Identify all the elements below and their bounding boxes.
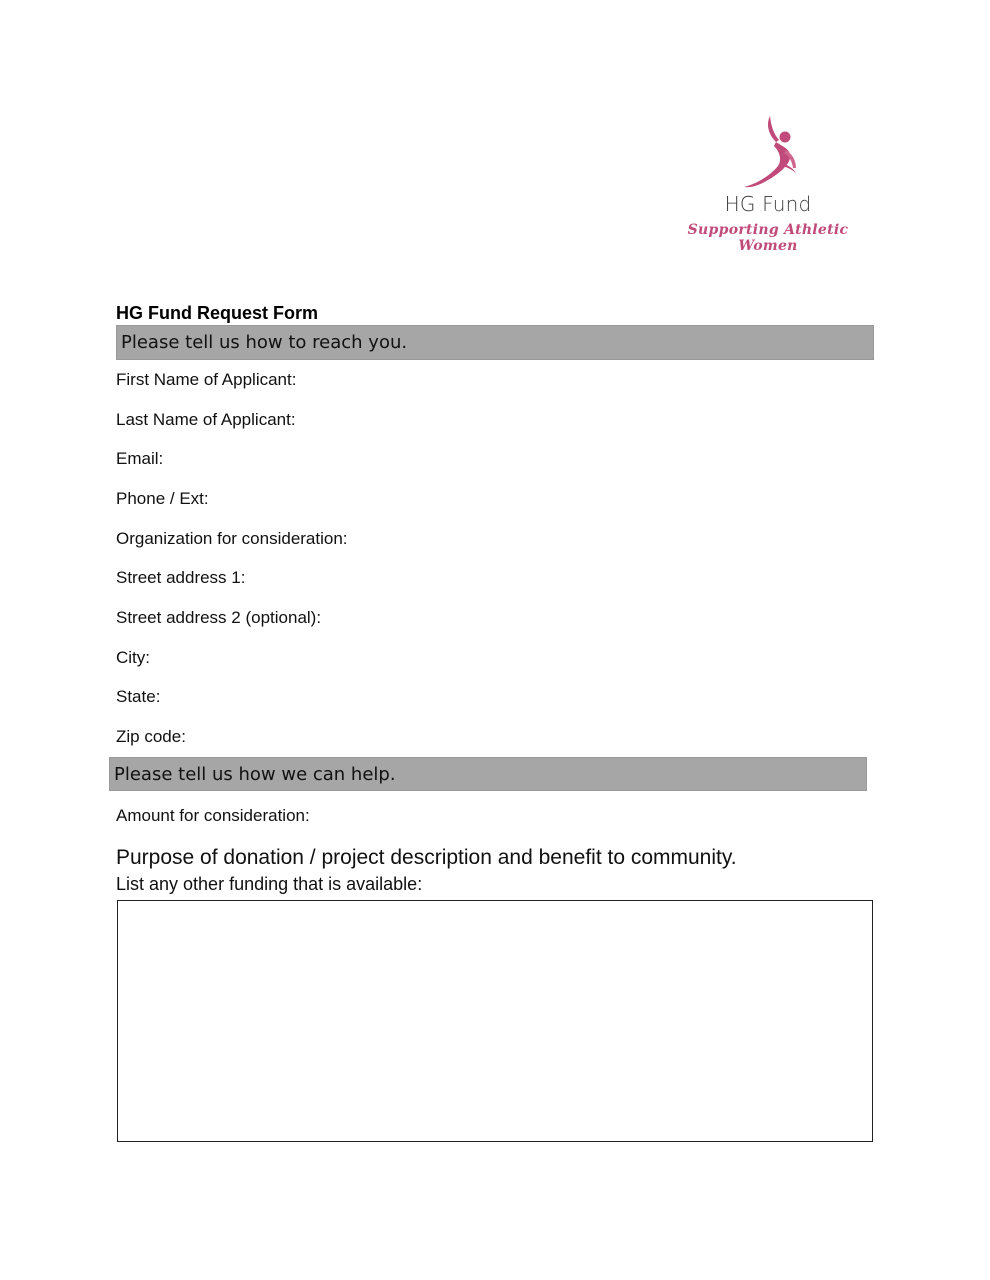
help-section-header: Please tell us how we can help.: [109, 757, 867, 791]
zip-code-label: Zip code:: [116, 727, 186, 746]
purpose-label: Purpose of donation / project description and benefit to community.: [116, 846, 737, 869]
city-label: City:: [116, 648, 150, 667]
street-address-2-label: Street address 2 (optional):: [116, 608, 322, 627]
description-text-box[interactable]: [117, 900, 873, 1142]
organization-label: Organization for consideration:: [116, 529, 348, 548]
other-funding-label: List any other funding that is available:: [116, 874, 423, 894]
street-address-1-label: Street address 1:: [116, 568, 246, 587]
form-title: HG Fund Request Form: [116, 303, 318, 323]
athlete-figure-icon: [670, 110, 866, 195]
first-name-label: First Name of Applicant:: [116, 370, 297, 389]
last-name-label: Last Name of Applicant:: [116, 410, 296, 429]
state-label: State:: [116, 687, 161, 706]
contact-section-header: Please tell us how to reach you.: [116, 325, 874, 360]
amount-label: Amount for consideration:: [116, 806, 310, 825]
phone-label: Phone / Ext:: [116, 489, 209, 508]
brand-name: HG Fund: [724, 192, 812, 216]
hg-fund-logo: [670, 110, 870, 254]
brand-tagline: Supporting Athletic Women: [687, 222, 849, 254]
email-label: Email:: [116, 449, 164, 468]
